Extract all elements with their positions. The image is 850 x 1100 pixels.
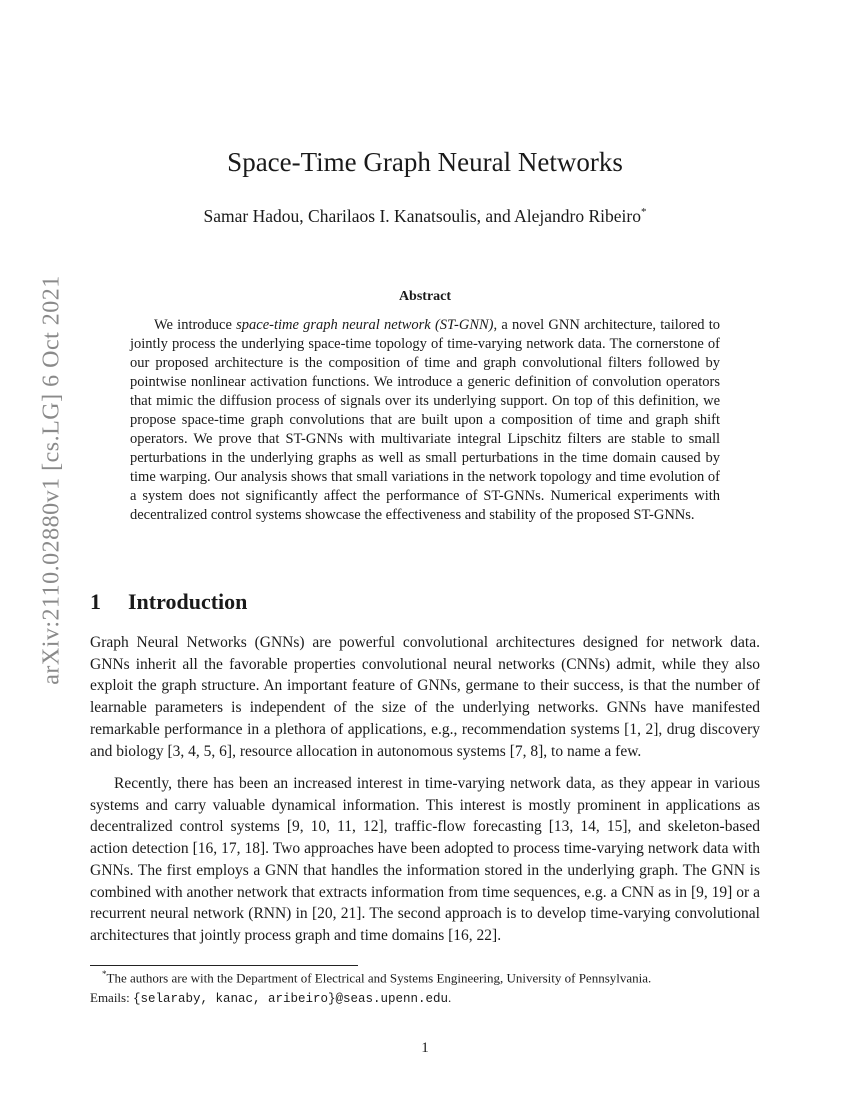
footnote-text: The authors are with the Department of Electrical and Systems Engineering, University of Pennsylvania. xyxy=(106,970,652,986)
abstract-intro: We introduce xyxy=(154,317,237,333)
page-number: 1 xyxy=(421,1040,429,1056)
abstract-body xyxy=(130,316,720,525)
footnote xyxy=(90,964,760,1009)
arxiv-stamp: arXiv:2110.02880v1 [cs.LG] 6 Oct 2021 xyxy=(38,275,65,685)
abstract-term: space-time graph neural network (ST-GNN) xyxy=(236,317,494,333)
section-number: 1 xyxy=(90,589,101,614)
footnote-emails-label: Emails: xyxy=(90,990,133,1006)
footnote-emails: {selaraby, kanac, aribeiro}@seas.upenn.edu xyxy=(132,992,449,1007)
author-footnote-mark: * xyxy=(640,206,647,219)
intro-paragraph-2: Recently, there has been an increased interest in time-varying network data, as they appear in various systems and carry valuable dynamical information. This interest is mostly prominent in applications as decentralized control systems [9, 10, 11, 12], traffic-flow forecasting [13, 14, 15], and skeleton-based action detection [16, 17, 18]. Two approaches have been adopted to process time-varying network data with GNNs. The first employs a GNN that handles the information stored in the underlying graph. The GNN is combined with another network that extracts information from time sequences, e.g. a CNN as in [9, 19] or a recurrent neural network (RNN) in [20, 21]. The second approach is to develop time-varying convolutional architectures that jointly process graph and time domains [16, 22]. xyxy=(90,775,760,944)
abstract-rest: , a novel GNN architecture, tailored to jointly process the underlying space-time topology of time-varying network data. The cornerstone of our proposed architecture is the composition of time and graph convolutional filters followed by pointwise nonlinear activation functions. We introduce a generic definition of convolution operators that mimic the diffusion process of signals over its underlying support. On top of this definition, we propose space-time graph convolutions that are built upon a composition of time and graph shift operators. We prove that ST-GNNs with multivariate integral Lipschitz filters are stable to small perturbations in the underlying graphs as well as small perturbations in the time domain caused by time warping. Our analysis shows that small variations in the network topology and time evolution of a system does not significantly affect the performance of ST-GNNs. Numerical experiments with decentralized control systems showcase the effectiveness and stability of the proposed ST-GNNs. xyxy=(130,317,721,523)
intro-paragraph-1: Graph Neural Networks (GNNs) are powerful convolutional architectures designed for network data. GNNs inherit all the favorable properties convolutional neural networks (CNNs) admit, while they also exploit the graph structure. An important feature of GNNs, germane to their success, is that the number of learnable parameters is independent of the size of the underlying networks. GNNs have manifested remarkable performance in a plethora of applications, e.g., recommendation systems [1, 2], drug discovery and biology [3, 4, 5, 6], resource allocation in autonomous systems [7, 8], to name a few. xyxy=(90,634,760,760)
author-list xyxy=(0,206,850,227)
abstract-heading: Abstract xyxy=(398,289,452,304)
footnote-emails-end: . xyxy=(448,990,452,1006)
footnote-mark: * xyxy=(102,969,107,979)
paper-title: Space-Time Graph Neural Networks xyxy=(227,147,623,177)
authors-text: Samar Hadou, Charilaos I. Kanatsoulis, and Alejandro Ribeiro xyxy=(203,206,641,226)
section-heading xyxy=(90,589,247,615)
section-title: Introduction xyxy=(128,589,248,614)
